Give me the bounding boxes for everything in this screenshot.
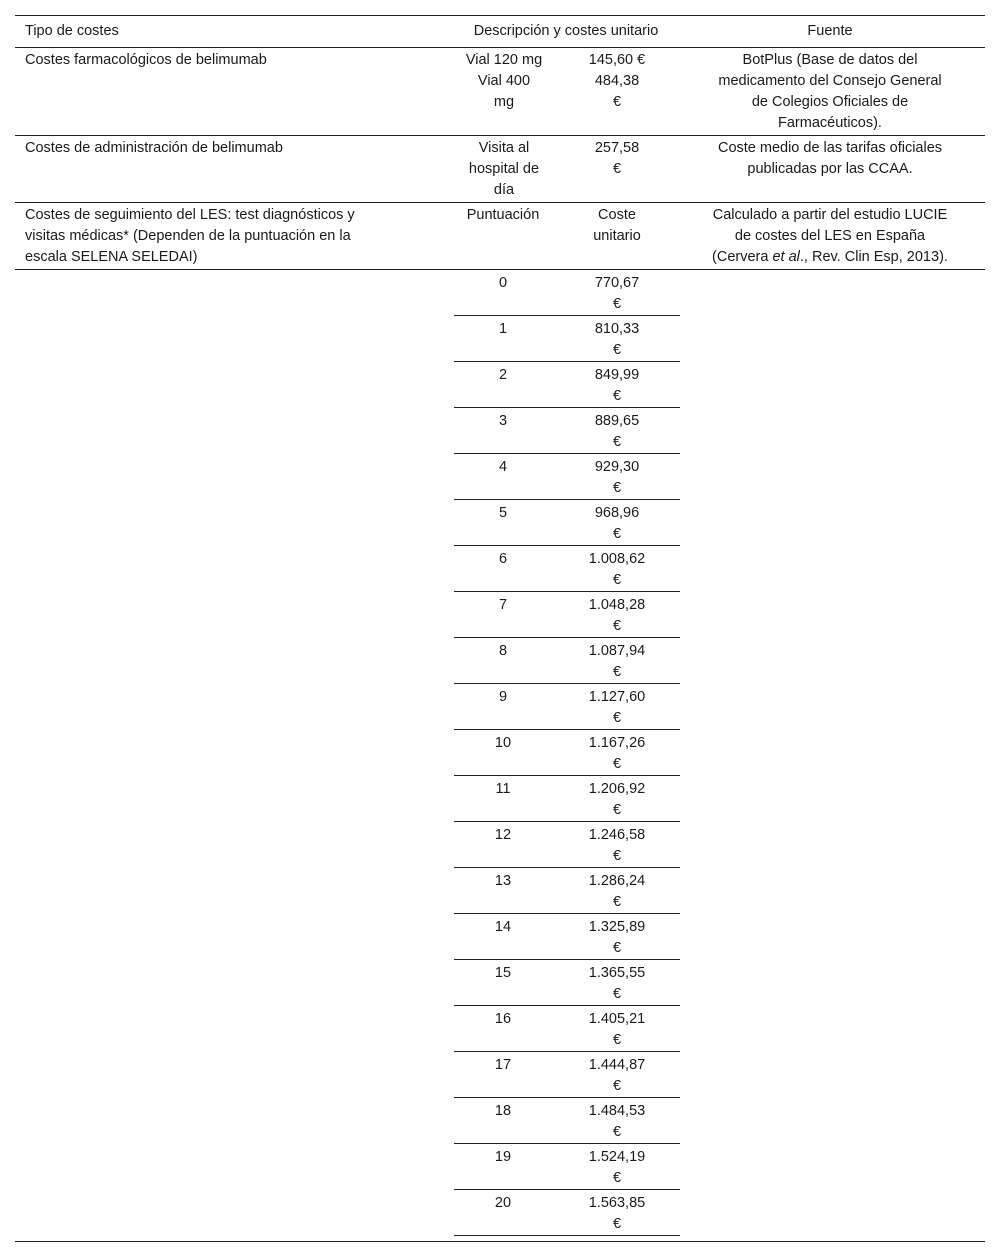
score-row xyxy=(454,1144,680,1190)
score-cost-currency: € xyxy=(612,710,622,726)
score-cost xyxy=(580,319,654,361)
desc-line: mg xyxy=(493,94,515,110)
score-cost xyxy=(580,1101,654,1143)
score-cost-amount: 810,33 xyxy=(594,321,640,337)
fuente-text: (Cervera xyxy=(712,249,773,265)
tipo-line: visitas médicas* (Dependen de la puntuación en la xyxy=(25,228,351,244)
score-value: 5 xyxy=(498,505,508,521)
score-cost-currency: € xyxy=(612,756,622,772)
cost-line: 257,58 xyxy=(594,140,640,156)
score-cost-amount: 770,67 xyxy=(594,275,640,291)
score-value: 20 xyxy=(494,1195,512,1211)
score-row xyxy=(454,822,680,868)
score-cost xyxy=(580,1147,654,1189)
fuente-line: BotPlus (Base de datos del xyxy=(742,52,918,68)
score-cost-amount: 1.286,24 xyxy=(588,873,646,889)
fuente-line: Coste medio de las tarifas oficiales xyxy=(717,140,943,156)
score-cost-currency: € xyxy=(612,894,622,910)
row-farmacologicos-cost xyxy=(576,50,658,113)
cost-line: Coste xyxy=(598,207,636,223)
fuente-line: de Colegios Oficiales de xyxy=(751,94,909,110)
score-cost xyxy=(580,411,654,453)
score-value: 10 xyxy=(494,735,512,751)
score-cost xyxy=(580,457,654,499)
score-value: 8 xyxy=(498,643,508,659)
desc-line: Vial 120 mg xyxy=(465,52,543,68)
score-value: 1 xyxy=(498,321,508,337)
header-descripcion: Descripción y costes unitario xyxy=(473,23,659,39)
score-cost-currency: € xyxy=(612,618,622,634)
score-value: 9 xyxy=(498,689,508,705)
score-cost-currency: € xyxy=(612,1124,622,1140)
score-row xyxy=(454,914,680,960)
score-row xyxy=(454,1190,680,1236)
score-cost-amount: 1.484,53 xyxy=(588,1103,646,1119)
row-administracion-desc xyxy=(454,138,554,201)
score-cost-amount: 1.524,19 xyxy=(588,1149,646,1165)
score-value: 0 xyxy=(498,275,508,291)
header-fuente: Fuente xyxy=(807,23,853,39)
table-top-rule xyxy=(15,15,985,16)
tipo-line: escala SELENA SELEDAI) xyxy=(25,249,198,265)
score-cost xyxy=(580,825,654,867)
score-value: 11 xyxy=(495,781,511,797)
score-value: 12 xyxy=(494,827,512,843)
fuente-line: Calculado a partir del estudio LUCIE xyxy=(712,207,948,223)
score-cost-currency: € xyxy=(612,434,622,450)
table-bottom-rule xyxy=(15,1241,985,1242)
desc-line: Visita al xyxy=(478,140,530,156)
score-row xyxy=(454,1052,680,1098)
desc-line: Puntuación xyxy=(466,207,540,223)
row-rule xyxy=(15,202,985,203)
score-cost xyxy=(580,1055,654,1097)
row-administracion-fuente xyxy=(680,138,980,180)
score-row xyxy=(454,592,680,638)
score-value: 16 xyxy=(494,1011,512,1027)
fuente-text: ., Rev. Clin Esp, 2013). xyxy=(799,249,948,265)
score-value: 19 xyxy=(494,1149,512,1165)
score-cost xyxy=(580,733,654,775)
row-rule xyxy=(15,135,985,136)
score-cost xyxy=(580,549,654,591)
score-cost-currency: € xyxy=(612,526,622,542)
score-row xyxy=(454,868,680,914)
score-value: 4 xyxy=(498,459,508,475)
score-value: 2 xyxy=(498,367,508,383)
score-cost-amount: 1.087,94 xyxy=(588,643,646,659)
header-rule xyxy=(15,47,985,48)
score-row xyxy=(454,500,680,546)
score-cost-currency: € xyxy=(612,342,622,358)
row-farmacologicos-tipo: Costes farmacológicos de belimumab xyxy=(25,52,267,68)
fuente-line xyxy=(680,247,980,268)
score-cost xyxy=(580,779,654,821)
score-cost xyxy=(580,871,654,913)
score-row xyxy=(454,776,680,822)
score-cost-amount: 1.444,87 xyxy=(588,1057,646,1073)
score-row xyxy=(454,960,680,1006)
fuente-line: medicamento del Consejo General xyxy=(718,73,942,89)
score-cost-currency: € xyxy=(612,1170,622,1186)
score-value: 17 xyxy=(494,1057,512,1073)
score-row xyxy=(454,730,680,776)
score-cost xyxy=(580,273,654,315)
score-row-rule xyxy=(454,1235,680,1236)
row-farmacologicos-desc xyxy=(454,50,554,113)
score-cost-currency: € xyxy=(612,388,622,404)
score-cost-amount: 1.127,60 xyxy=(588,689,646,705)
score-cost-amount: 1.563,85 xyxy=(588,1195,646,1211)
score-cost-amount: 1.365,55 xyxy=(588,965,646,981)
cost-line: € xyxy=(612,94,622,110)
score-cost xyxy=(580,503,654,545)
row-seguimiento-fuente xyxy=(680,205,980,268)
score-row xyxy=(454,546,680,592)
score-cost xyxy=(580,595,654,637)
score-cost-amount: 1.008,62 xyxy=(588,551,646,567)
cost-line: 484,38 xyxy=(594,73,640,89)
cost-line: unitario xyxy=(593,228,641,244)
score-cost xyxy=(580,1009,654,1051)
cost-line: 145,60 € xyxy=(588,52,646,68)
score-value: 13 xyxy=(494,873,512,889)
desc-line: Vial 400 xyxy=(477,73,531,89)
score-row xyxy=(454,270,680,316)
score-cost-currency: € xyxy=(612,296,622,312)
score-cost-amount: 1.167,26 xyxy=(588,735,646,751)
score-cost-amount: 929,30 xyxy=(594,459,640,475)
row-seguimiento-tipo xyxy=(25,205,445,268)
score-cost-amount: 1.246,58 xyxy=(588,827,646,843)
score-cost-currency: € xyxy=(612,1032,622,1048)
row-administracion-tipo: Costes de administración de belimumab xyxy=(25,140,283,156)
score-cost-amount: 968,96 xyxy=(594,505,640,521)
score-row xyxy=(454,684,680,730)
score-value: 15 xyxy=(494,965,512,981)
fuente-line: Farmacéuticos). xyxy=(778,115,882,131)
row-seguimiento-desc xyxy=(454,205,552,226)
score-cost-currency: € xyxy=(612,480,622,496)
score-cost-amount: 1.048,28 xyxy=(588,597,646,613)
score-cost-currency: € xyxy=(612,1216,622,1232)
score-value: 14 xyxy=(494,919,512,935)
score-cost-currency: € xyxy=(612,802,622,818)
score-value: 7 xyxy=(498,597,508,613)
fuente-et-al: et al xyxy=(772,249,800,265)
desc-line: día xyxy=(493,182,515,198)
score-cost xyxy=(580,641,654,683)
score-row xyxy=(454,362,680,408)
score-cost xyxy=(580,365,654,407)
score-row xyxy=(454,316,680,362)
desc-line: hospital de xyxy=(468,161,540,177)
fuente-line: publicadas por las CCAA. xyxy=(747,161,913,177)
score-cost-currency: € xyxy=(612,1078,622,1094)
score-value: 3 xyxy=(498,413,508,429)
score-cost-currency: € xyxy=(612,940,622,956)
score-cost xyxy=(580,687,654,729)
score-row xyxy=(454,1006,680,1052)
score-row xyxy=(454,1098,680,1144)
score-row xyxy=(454,638,680,684)
score-value: 6 xyxy=(498,551,508,567)
fuente-line: de costes del LES en España xyxy=(734,228,926,244)
score-cost-currency: € xyxy=(612,664,622,680)
row-seguimiento-cost xyxy=(580,205,654,247)
score-cost-amount: 849,99 xyxy=(594,367,640,383)
tipo-line: Costes de seguimiento del LES: test diagnósticos y xyxy=(25,207,355,223)
row-administracion-cost xyxy=(576,138,658,180)
cost-line: € xyxy=(612,161,622,177)
score-cost-amount: 889,65 xyxy=(594,413,640,429)
score-cost xyxy=(580,963,654,1005)
score-row xyxy=(454,408,680,454)
score-cost-currency: € xyxy=(612,572,622,588)
score-cost-amount: 1.405,21 xyxy=(588,1011,646,1027)
score-row xyxy=(454,454,680,500)
score-cost-currency: € xyxy=(612,986,622,1002)
score-cost-amount: 1.206,92 xyxy=(588,781,646,797)
score-cost-amount: 1.325,89 xyxy=(588,919,646,935)
score-value: 18 xyxy=(494,1103,512,1119)
score-cost xyxy=(580,917,654,959)
row-farmacologicos-fuente xyxy=(680,50,980,134)
score-cost-currency: € xyxy=(612,848,622,864)
header-tipo: Tipo de costes xyxy=(25,23,119,39)
score-cost xyxy=(580,1193,654,1235)
